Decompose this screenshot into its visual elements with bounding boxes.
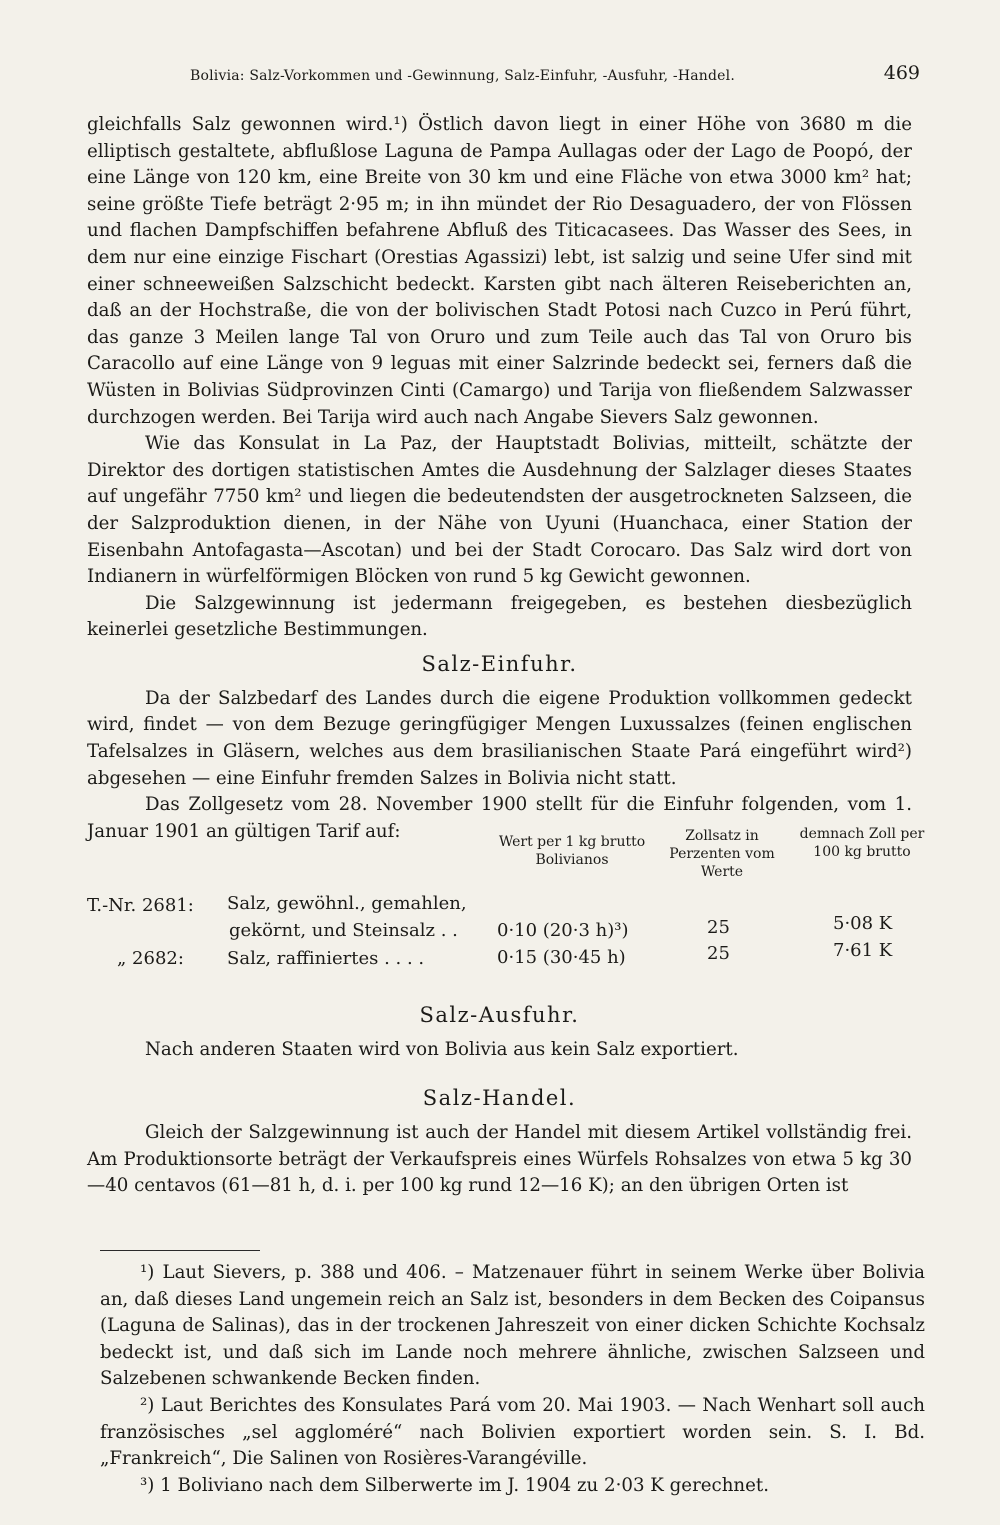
tariff-duty: 5·08 K: [833, 913, 893, 935]
page-header: [190, 62, 920, 92]
tariff-rate: 25: [707, 943, 730, 965]
section-heading-handel: Salz-Handel.: [422, 1086, 577, 1111]
footnote-3: ³) 1 Boliviano nach dem Silberwerte im J. 1904 zu 2·03 K gerechnet.: [140, 1474, 769, 1496]
column-header-value: Wert per 1 kg brutto Bolivianos: [498, 834, 646, 869]
tariff-item: Salz, raffiniertes . . . .: [227, 948, 425, 970]
paragraph-laguna: gleichfalls Salz gewonnen wird.¹) Östlich davon liegt in einer Höhe von 3680 m die elliptisch gestaltete, abflußlose Laguna de Pampa Aullagas oder der Lago de Poopó, der eine Länge von 120 km, eine Breite von 30 km und eine Fläche von etwa 3000 km² hat; seine größte Tiefe beträgt 2·95 m; in ihn mündet der Rio Desaguadero, der von Flössen und flachen Dampfschiffen befahrene Abfluß des Titicacasees. Das Wasser des Sees, in dem nur eine einzige Fischart (Orestias Agassizi) lebt, ist salzig und seine Ufer sind mit einer schneeweißen Salzschicht bedeckt. Karsten gibt nach älteren Reiseberichten an, daß an der Hochstraße, die von der bolivischen Stadt Potosi nach Cuzco in Perú führt, das ganze 3 Meilen lange Tal von Oruro und zum Teile auch das Tal von Oruro bis Caracollo auf eine Länge von 9 leguas mit einer Salzrinde bedeckt sei, ferners daß die Wüsten in Bolivias Südprovinzen Cinti (Camargo) und Tarija von fließendem Salzwasser durchzogen werden. Bei Tarija wird auch nach Angabe Sievers Salz gewonnen.: [87, 114, 912, 428]
footnotes: [100, 1260, 925, 1499]
tariff-table: [87, 826, 925, 995]
column-header-rate: Zollsatz in Perzenten vom Werte: [669, 828, 775, 881]
section-heading-einfuhr: Salz-Einfuhr.: [421, 651, 578, 676]
paragraph-einfuhr: Da der Salzbedarf des Landes durch die eigene Produktion vollkommen gedeckt wird, findet — von dem Bezuge geringfügiger Mengen Luxussalzes (feinen englischen Tafelsalzes in Gläsern, welches aus dem brasilianischen Staate Pará eingeführt wird²) abgesehen — eine Einfuhr fremden Salzes in Bolivia nicht statt.: [87, 687, 912, 789]
page-number: 469: [883, 62, 920, 84]
tariff-value: 0·15 (30·45 h): [497, 947, 626, 969]
column-header-duty: demnach Zoll per 100 kg brutto: [799, 826, 925, 861]
footnote-divider: [100, 1250, 260, 1251]
footnote-1: ¹) Laut Sievers, p. 388 und 406. – Matzenauer führt in seinem Werke über Bolivia an, daß dieses Land ungemein reich an Salz ist, besonders in dem Becken des Coipansus (Laguna de Salinas), das in der trockenen Jahreszeit von einer dicken Schichte Kochsalz bedeckt ist, und daß sich im Lande noch mehrere ähnliche, zwischen Salzseen und Salzebenen schwankende Becken finden.: [100, 1262, 925, 1390]
main-text: [87, 112, 925, 1200]
tariff-item: Salz, gewöhnl., gemahlen,: [227, 893, 467, 915]
paragraph-handel: Gleich der Salzgewinnung ist auch der Handel mit diesem Artikel vollständig frei. Am Produktionsorte beträgt der Verkaufspreis eines Würfels Rohsalzes von etwa 5 kg 30—40 centavos (61—81 h, d. i. per 100 kg rund 12—16 K); an den übrigen Orten ist: [87, 1122, 912, 1197]
tariff-duty: 7·61 K: [833, 940, 893, 962]
paragraph-ausfuhr: Nach anderen Staaten wird von Bolivia aus kein Salz exportiert.: [145, 1039, 739, 1061]
tariff-item: gekörnt, und Steinsalz . .: [229, 920, 458, 942]
tariff-rate: 25: [707, 917, 730, 939]
paragraph-zollgesetz: Das Zollgesetz vom 28. November 1900 stellt für die Einfuhr folgenden, vom 1. Januar 1901 an gültigen Tarif auf:: [87, 794, 912, 842]
footnote-2: ²) Laut Berichtes des Konsulates Pará vom 20. Mai 1903. — Nach Wenhart soll auch französisches „sel aggloméré“ nach Bolivien exportiert worden sein. S. I. Bd. „Frankreich“, Die Salinen von Rosières-Varangéville.: [100, 1394, 925, 1470]
tariff-value: 0·10 (20·3 h)³): [497, 920, 629, 942]
tariff-nr: „ 2682:: [117, 948, 184, 970]
section-heading-ausfuhr: Salz-Ausfuhr.: [419, 1003, 580, 1028]
running-head: Bolivia: Salz-Vorkommen und -Gewinnung, Salz-Einfuhr, -Ausfuhr, -Handel.: [190, 68, 735, 84]
paragraph-salzgewinnung: Die Salzgewinnung ist jedermann freigegeben, es bestehen diesbezüglich keinerlei gesetzliche Bestimmungen.: [87, 592, 912, 641]
paragraph-konsulat: Wie das Konsulat in La Paz, der Hauptstadt Bolivias, mitteilt, schätzte der Direktor des dortigen statistischen Amtes die Ausdehnung der Salzlager dieses Staates auf ungefähr 7750 km² und liegen die bedeutendsten der ausgetrockneten Salzseen, die der Salzproduktion dienen, in der Nähe von Uyuni (Huanchaca, einer Station der Eisenbahn Antofagasta—Ascotan) und bei der Stadt Corocaro. Das Salz wird dort von Indianern in würfelförmigen Blöcken von rund 5 kg Gewicht gewonnen.: [87, 433, 912, 588]
tariff-nr: T.-Nr. 2681:: [87, 895, 194, 917]
